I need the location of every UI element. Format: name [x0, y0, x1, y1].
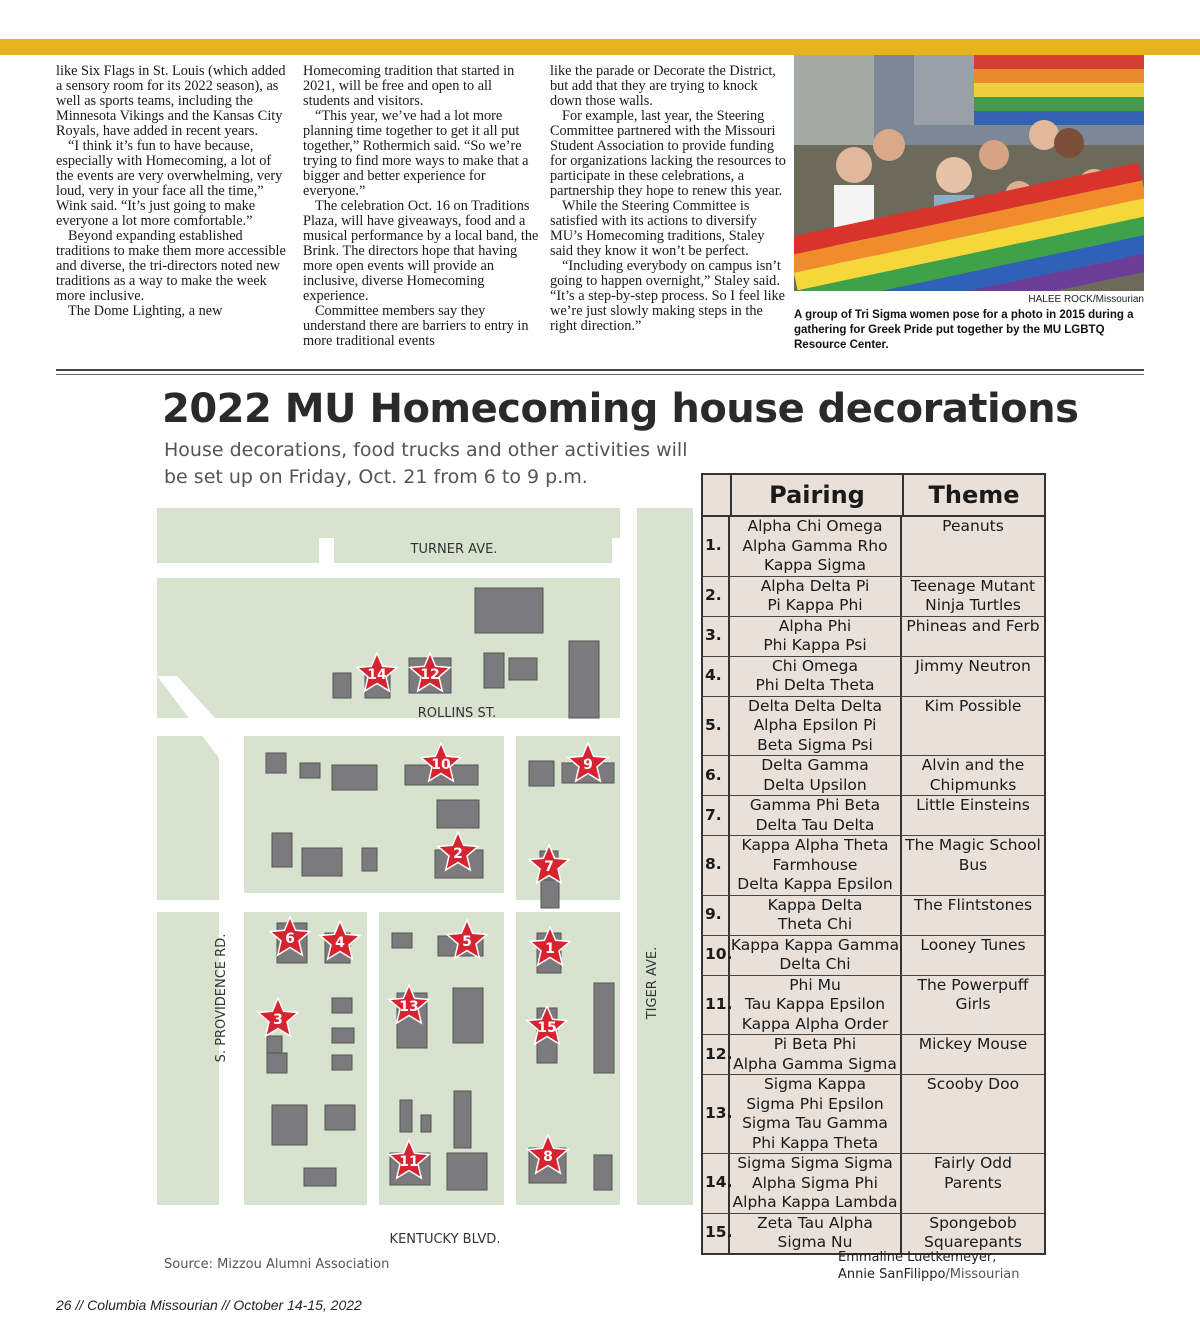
theme-name: Spongebob — [929, 1213, 1017, 1232]
pairing-name: Alpha Epsilon Pi — [753, 716, 877, 735]
paragraph: “Including everybody on campus isn’t going to happen overnight,” Staley said. “It’s a step-by-step process. So I feel like we’re just slowly making steps in the right direction.” — [550, 258, 786, 334]
pairing-name: Alpha Chi Omega — [747, 517, 883, 535]
article-column-1 — [56, 64, 292, 319]
byline-org: /Missourian — [945, 1267, 1020, 1282]
table-row — [703, 836, 1044, 896]
paragraph: like Six Flags in St. Louis (which added a sensory room for its 2022 season), as well as sports teams, including the Minnesota Vikings and the Kansas City Royals, have added in recent years. — [56, 63, 286, 139]
pairing-name: Delta Chi — [779, 955, 851, 974]
theme-name: Parents — [944, 1173, 1002, 1192]
paragraph: Committee members say they understand there are barriers to entry in more traditional events — [303, 303, 529, 349]
table-row — [703, 896, 1044, 936]
pairing-cell — [730, 617, 902, 656]
marker-number: 1 — [545, 941, 555, 957]
table-row — [703, 577, 1044, 617]
pairing-name: Theta Chi — [777, 915, 853, 934]
row-number: 2. — [703, 577, 730, 616]
marker-number: 9 — [583, 757, 593, 773]
row-number: 6. — [703, 756, 730, 795]
theme-cell — [902, 976, 1044, 1035]
pairing-cell — [730, 577, 902, 616]
theme-name: Fairly Odd — [934, 1154, 1012, 1172]
pairing-cell — [730, 1214, 902, 1253]
street-label-turner: TURNER AVE. — [410, 542, 498, 557]
pairing-cell — [730, 657, 902, 696]
pairing-name: Delta Tau Delta — [755, 815, 875, 834]
pairing-name: Alpha Phi — [778, 616, 852, 635]
row-number: 11. — [703, 976, 730, 1035]
byline-name: Annie SanFilippo — [838, 1267, 946, 1282]
theme-cell — [902, 1075, 1044, 1153]
pairing-name: Delta Upsilon — [763, 775, 867, 794]
pairing-name: Kappa Sigma — [763, 556, 867, 575]
photo-credit — [794, 294, 1144, 305]
pairing-name: Chi Omega — [771, 656, 859, 675]
table-header — [703, 475, 1044, 517]
graphic-byline — [838, 1249, 1020, 1283]
row-number: 13. — [703, 1075, 730, 1153]
pairing-name: Pi Beta Phi — [773, 1035, 857, 1053]
theme-name: Teenage Mutant — [910, 576, 1036, 595]
campus-map — [157, 508, 693, 1248]
theme-name: Chipmunks — [929, 775, 1017, 794]
table-row — [703, 697, 1044, 757]
pairing-name: Kappa Delta — [767, 895, 863, 914]
pairing-name: Kappa Alpha Order — [741, 1014, 889, 1033]
pairing-name: Sigma Phi Epsilon — [746, 1094, 884, 1113]
theme-cell — [902, 1154, 1044, 1213]
header-pairing: Pairing — [732, 475, 904, 515]
paragraph: like the parade or Decorate the District, but add that they are trying to knock down those walls. — [550, 63, 776, 109]
pairing-name: Phi Mu — [789, 975, 841, 994]
pairing-name: Farmhouse — [772, 855, 858, 874]
pairing-cell — [730, 1035, 902, 1074]
theme-name: Phineas and Ferb — [906, 616, 1040, 635]
pairing-name: Alpha Gamma Sigma — [733, 1054, 897, 1073]
pairing-name: Gamma Phi Beta — [749, 796, 881, 814]
theme-name: Peanuts — [942, 517, 1004, 535]
pairing-name: Alpha Kappa Lambda — [732, 1193, 898, 1212]
header-theme: Theme — [928, 481, 1020, 509]
row-number: 12. — [703, 1035, 730, 1074]
theme-cell — [902, 617, 1044, 656]
theme-name: Looney Tunes — [920, 935, 1026, 954]
table-row — [703, 756, 1044, 796]
row-number: 14. — [703, 1154, 730, 1213]
paragraph: “I think it’s fun to have because, especially with Homecoming, a lot of the events are very overwhelming, very loud, very in your face all the time,” Wink said. “It’s just going to make everyone a lot more comfortable.” — [56, 138, 283, 229]
marker-number: 4 — [335, 935, 345, 951]
pairing-name: Alpha Sigma Phi — [752, 1173, 878, 1192]
table-row — [703, 1035, 1044, 1075]
theme-cell — [902, 756, 1044, 795]
marker-number: 13 — [399, 999, 419, 1015]
paragraph: The celebration Oct. 16 on Traditions Plaza, will have giveaways, food and a musical performance by a local band, the Brink. The directors hope that having more open events will provide an inclusive, diverse Homecoming experience. — [303, 198, 539, 304]
marker-number: 14 — [367, 667, 387, 683]
marker-number: 15 — [537, 1020, 557, 1036]
accent-bar — [0, 39, 1200, 55]
pairing-name: Tau Kappa Epsilon — [744, 995, 886, 1014]
table-row — [703, 976, 1044, 1036]
theme-name: Alvin and the — [921, 756, 1025, 774]
theme-name: Squarepants — [924, 1233, 1022, 1252]
paragraph: Homecoming tradition that started in 2021, will be free and open to all students and visitors. — [303, 63, 515, 109]
theme-cell — [902, 936, 1044, 975]
credit-name: HALEE ROCK — [1028, 294, 1093, 305]
theme-name: Jimmy Neutron — [915, 656, 1031, 675]
theme-cell — [902, 517, 1044, 576]
theme-name: Mickey Mouse — [918, 1035, 1028, 1053]
pairing-cell — [730, 976, 902, 1035]
theme-cell — [902, 836, 1044, 895]
paragraph: Beyond expanding established traditions to make them more accessible and diverse, the tri-directors noted new traditions as a way to make the week more inclusive. — [56, 228, 286, 304]
paragraph: For example, last year, the Steering Committee partnered with the Missouri Student Association to provide funding for organizations lacking the resources to participate in these celebrations, a partnership they hope to renew this year. — [550, 108, 786, 199]
pairing-cell — [730, 836, 902, 895]
credit-org: /Missourian — [1092, 294, 1144, 305]
row-number: 1. — [703, 517, 730, 576]
pairing-name: Delta Delta Delta — [748, 696, 882, 715]
pairing-name: Phi Kappa Theta — [751, 1133, 879, 1152]
theme-cell — [902, 896, 1044, 935]
pairing-name: Delta Gamma — [761, 756, 869, 774]
pairing-name: Sigma Kappa — [763, 1075, 867, 1093]
paragraph: While the Steering Committee is satisfied with its actions to diversify MU’s Homecoming traditions, Staley said they know it won’t be perfect. — [550, 198, 765, 259]
row-number: 10. — [703, 936, 730, 975]
pairing-name: Sigma Sigma Sigma — [737, 1154, 893, 1172]
row-number: 4. — [703, 657, 730, 696]
theme-cell — [902, 796, 1044, 835]
divider — [56, 369, 1144, 371]
article-column-2 — [303, 64, 539, 349]
theme-name: Ninja Turtles — [925, 596, 1021, 615]
table-row — [703, 517, 1044, 577]
photo-caption: A group of Tri Sigma women pose for a photo in 2015 during a gathering for Greek Pride put together by the MU LGBTQ Resource Center. — [794, 309, 1134, 351]
pairing-name: Sigma Tau Gamma — [742, 1114, 888, 1133]
row-number: 15. — [703, 1214, 730, 1253]
pairing-cell — [730, 517, 902, 576]
pairing-name: Phi Kappa Psi — [763, 636, 867, 655]
row-number: 5. — [703, 697, 730, 756]
pairing-name: Alpha Delta Pi — [760, 576, 870, 595]
marker-number: 8 — [543, 1149, 553, 1165]
table-row — [703, 657, 1044, 697]
marker-number: 12 — [420, 667, 440, 683]
pairing-table — [701, 473, 1046, 1255]
theme-name: The Magic School — [905, 836, 1041, 854]
pairing-name: Phi Delta Theta — [755, 676, 875, 695]
paragraph: The Dome Lighting, a new — [68, 303, 223, 319]
street-label-rollins: ROLLINS ST. — [417, 706, 497, 721]
pairing-name: Zeta Tau Alpha — [757, 1213, 873, 1232]
marker-number: 6 — [285, 931, 295, 947]
graphic-title: 2022 MU Homecoming house decorations — [162, 386, 1079, 432]
divider — [56, 374, 1144, 375]
street-label-kentucky: KENTUCKY BLVD. — [389, 1232, 501, 1247]
table-row — [703, 1075, 1044, 1154]
pairing-name: Delta Kappa Epsilon — [737, 875, 893, 894]
table-row — [703, 1154, 1044, 1214]
pairing-cell — [730, 796, 902, 835]
pairing-name: Kappa Kappa Gamma — [730, 935, 900, 954]
table-row — [703, 936, 1044, 976]
table-row — [703, 1214, 1044, 1253]
pairing-cell — [730, 936, 902, 975]
pairing-cell — [730, 697, 902, 756]
row-number: 7. — [703, 796, 730, 835]
theme-name: The Flintstones — [913, 895, 1033, 914]
street-label-providence: S. PROVIDENCE RD. — [214, 933, 229, 1063]
pairing-name: Alpha Gamma Rho — [742, 536, 888, 555]
theme-cell — [902, 1035, 1044, 1074]
table-row — [703, 796, 1044, 836]
graphic-subtitle: House decorations, food trucks and other activities will be set up on Friday, Oct. 21 from 6 to 9 p.m. — [164, 439, 688, 488]
campus-map-svg — [157, 508, 693, 1248]
marker-number: 11 — [399, 1154, 419, 1170]
street-label-tiger: TIGER AVE. — [645, 946, 660, 1020]
theme-cell — [902, 657, 1044, 696]
theme-name: Kim Possible — [924, 696, 1022, 715]
theme-name: Girls — [955, 995, 991, 1014]
article-column-3 — [550, 64, 786, 334]
pairing-name: Kappa Alpha Theta — [741, 836, 889, 854]
table-body — [703, 517, 1044, 1253]
theme-name: Little Einsteins — [916, 796, 1030, 814]
marker-number: 10 — [431, 757, 451, 773]
row-number: 3. — [703, 617, 730, 656]
news-photo — [794, 55, 1144, 291]
theme-name: Scooby Doo — [926, 1075, 1020, 1093]
row-number: 9. — [703, 896, 730, 935]
theme-name: The Powerpuff — [917, 975, 1029, 994]
photo-illustration — [794, 55, 1144, 291]
marker-number: 3 — [273, 1012, 283, 1028]
marker-number: 5 — [462, 934, 472, 950]
pairing-cell — [730, 1075, 902, 1153]
page-footer: 26 // Columbia Missourian // October 14-15, 2022 — [56, 1297, 362, 1313]
theme-cell — [902, 1214, 1044, 1253]
marker-number: 2 — [453, 846, 463, 862]
header-number-cell — [703, 475, 732, 515]
theme-name: Bus — [958, 855, 988, 874]
row-number: 8. — [703, 836, 730, 895]
byline-names: Emmaline Luetkemeyer, — [838, 1250, 997, 1265]
pairing-name: Sigma Nu — [777, 1233, 853, 1252]
paragraph: “This year, we’ve had a lot more planning time together to get it all put together,” Rothermich said. “So we’re trying to find more ways to make that a bigger and better experience for everyone.” — [303, 108, 529, 199]
pairing-name: Pi Kappa Phi — [767, 596, 863, 615]
theme-cell — [902, 697, 1044, 756]
table-row — [703, 617, 1044, 657]
marker-number: 7 — [544, 859, 554, 875]
pairing-name: Beta Sigma Psi — [757, 735, 873, 754]
pairing-cell — [730, 1154, 902, 1213]
pairing-cell — [730, 756, 902, 795]
theme-cell — [902, 577, 1044, 616]
graphic-source: Source: Mizzou Alumni Association — [164, 1257, 390, 1272]
pairing-cell — [730, 896, 902, 935]
